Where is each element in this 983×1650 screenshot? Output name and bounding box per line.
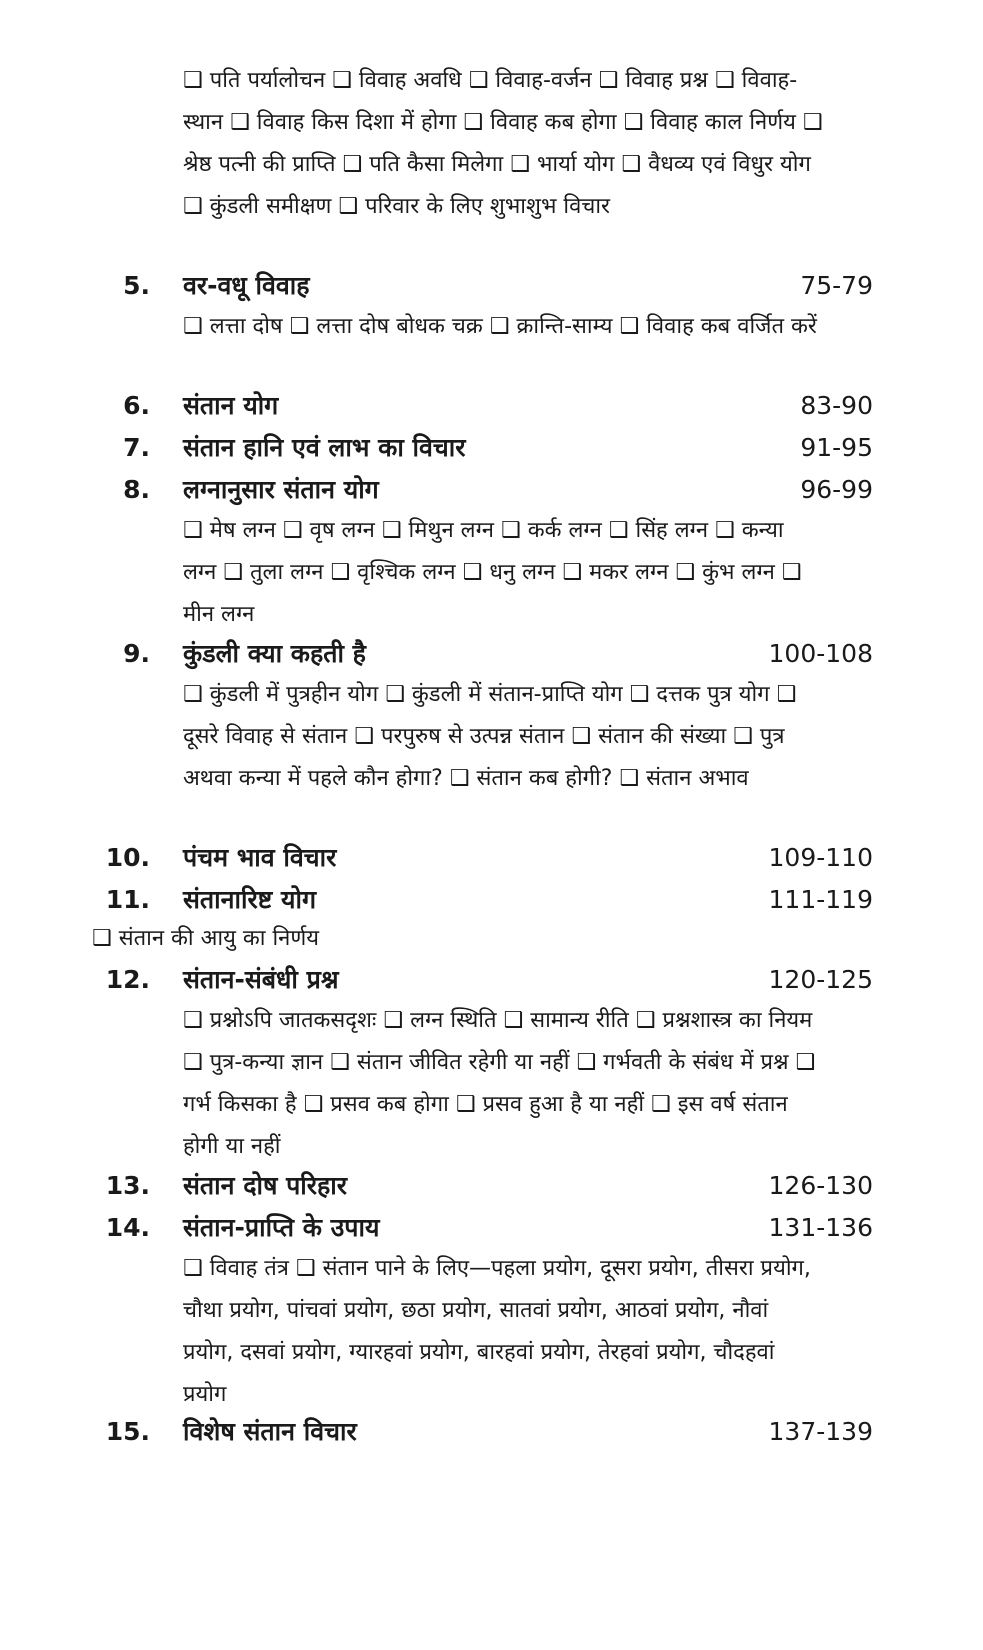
entry-number: 13. — [105, 1171, 150, 1200]
entry-subtopics: ❑ विवाह तंत्र ❑ संतान पाने के लिए—पहला प्रयोग, दूसरा प्रयोग, तीसरा प्रयोग, चौथा प्रयोग, पांचवां प्रयोग, छठा प्रयोग, सातवां प्रयोग, आठवां प्रयोग, नौवां प्रयोग, दसवां प्रयोग, ग्यारहवां प्रयोग, बारहवां प्रयोग, तेरहवां प्रयोग, चौदहवां प्रयोग — [183, 1256, 811, 1407]
entry-number: 7. — [123, 433, 150, 462]
entry-title: वर-वधू विवाह — [183, 271, 310, 300]
entry-title: संतानारिष्ट योग — [183, 885, 317, 914]
entry-pages: 111-119 — [768, 885, 873, 914]
entry-number: 6. — [123, 391, 150, 420]
entry-pages: 83-90 — [800, 391, 873, 420]
entry-pages: 126-130 — [768, 1171, 873, 1200]
entry-number: 12. — [105, 965, 150, 994]
entry-title: संतान हानि एवं लाभ का विचार — [183, 433, 466, 462]
entry-subtopics: ❑ कुंडली में पुत्रहीन योग ❑ कुंडली में संतान-प्राप्ति योग ❑ दत्तक पुत्र योग ❑ दूसरे विवाह से संतान ❑ परपुरुष से उत्पन्न संतान ❑ संतान की संख्या ❑ पुत्र अथवा कन्या में पहले कौन होगा? ❑ संतान कब होगी? ❑ संतान अभाव — [183, 682, 797, 791]
intro-subtopics: ❑ पति पर्यालोचन ❑ विवाह अवधि ❑ विवाह-वर्जन ❑ विवाह प्रश्न ❑ विवाह-स्थान ❑ विवाह किस दिशा में होगा ❑ विवाह कब होगा ❑ विवाह काल निर्णय ❑ श्रेष्ठ पत्नी की प्राप्ति ❑ पति कैसा मिलेगा ❑ भार्या योग ❑ वैधव्य एवं विधुर योग ❑ कुंडली समीक्षण ❑ परिवार के लिए शुभाशुभ विचार — [183, 68, 823, 219]
entry-title: पंचम भाव विचार — [183, 843, 337, 872]
entry-pages: 96-99 — [800, 475, 873, 504]
entry-pages: 131-136 — [768, 1213, 873, 1242]
entry-title: लग्नानुसार संतान योग — [183, 475, 379, 504]
entry-pages: 91-95 — [800, 433, 873, 462]
entry-title: संतान दोष परिहार — [183, 1171, 347, 1200]
entry-number: 5. — [123, 271, 150, 300]
entry-title: संतान योग — [183, 391, 279, 420]
entry-pages: 109-110 — [768, 843, 873, 872]
entry-number: 14. — [105, 1213, 150, 1242]
entry-title: कुंडली क्या कहती है — [183, 639, 366, 668]
entry-number: 9. — [123, 639, 150, 668]
entry-pages: 120-125 — [768, 965, 873, 994]
entry-number: 10. — [105, 843, 150, 872]
entry-subtopics: ❑ मेष लग्न ❑ वृष लग्न ❑ मिथुन लग्न ❑ कर्क लग्न ❑ सिंह लग्न ❑ कन्या लग्न ❑ तुला लग्न ❑ वृश्चिक लग्न ❑ धनु लग्न ❑ मकर लग्न ❑ कुंभ लग्न ❑ मीन लग्न — [183, 518, 802, 627]
entry-title: विशेष संतान विचार — [183, 1417, 357, 1446]
entry-number: 11. — [105, 885, 150, 914]
entry-subtopics: ❑ प्रश्नोऽपि जातकसदृशः ❑ लग्न स्थिति ❑ सामान्य रीति ❑ प्रश्नशास्त्र का नियम ❑ पुत्र-कन्या ज्ञान ❑ संतान जीवित रहेगी या नहीं ❑ गर्भवती के संबंध में प्रश्न ❑ गर्भ किसका है ❑ प्रसव कब होगा ❑ प्रसव हुआ है या नहीं ❑ इस वर्ष संतान होगी या नहीं — [183, 1008, 816, 1159]
entry-pages: 75-79 — [800, 271, 873, 300]
entry-title: संतान-संबंधी प्रश्न — [183, 965, 339, 994]
entry-pages: 100-108 — [768, 639, 873, 668]
entry-subtopics: ❑ संतान की आयु का निर्णय — [92, 926, 320, 951]
entry-number: 8. — [123, 475, 150, 504]
entry-number: 15. — [105, 1417, 150, 1446]
entry-subtopics: ❑ लत्ता दोष ❑ लत्ता दोष बोधक चक्र ❑ क्रान्ति-साम्य ❑ विवाह कब वर्जित करें — [183, 314, 817, 339]
entry-pages: 137-139 — [768, 1417, 873, 1446]
entry-title: संतान-प्राप्ति के उपाय — [183, 1213, 380, 1242]
